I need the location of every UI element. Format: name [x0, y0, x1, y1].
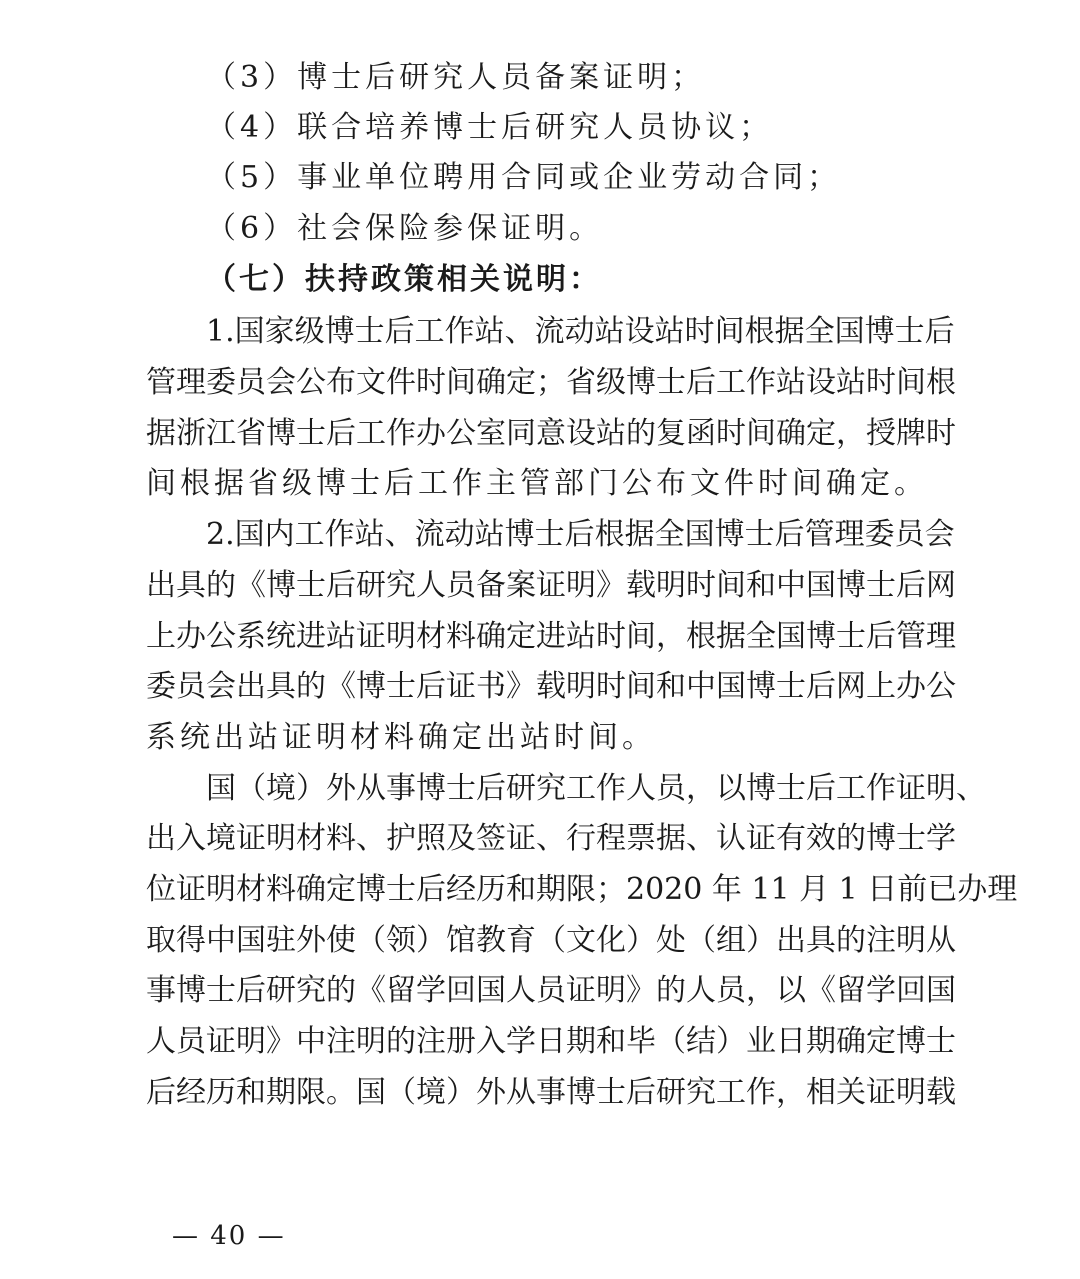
paragraph-line: 上办公系统进站证明材料确定进站时间，根据全国博士后管理: [146, 619, 956, 654]
paragraph-line: 取得中国驻外使（领）馆教育（文化）处（组）出具的注明从: [146, 923, 956, 958]
paragraph-line: 委员会出具的《博士后证书》载明时间和中国博士后网上办公: [146, 669, 956, 704]
list-item: （6）社会保险参保证明。: [206, 211, 604, 246]
paragraph-line: 管理委员会公布文件时间确定；省级博士后工作站设站时间根: [146, 365, 956, 400]
page-number: — 40 —: [172, 1221, 286, 1251]
paragraph-line: 据浙江省博士后工作办公室同意设站的复函时间确定，授牌时: [146, 416, 956, 451]
paragraph-line: 出具的《博士后研究人员备案证明》载明时间和中国博士后网: [146, 568, 956, 603]
paragraph-line: 事博士后研究的《留学回国人员证明》的人员，以《留学回国: [146, 973, 956, 1008]
section-heading: （七）扶持政策相关说明：: [206, 262, 602, 297]
paragraph-line: 出入境证明材料、护照及签证、行程票据、认证有效的博士学: [146, 821, 956, 856]
paragraph-line: 位证明材料确定博士后经历和期限；2020 年 11 月 1 日前已办理: [146, 872, 1018, 907]
list-item: （4）联合培养博士后研究人员协议；: [206, 110, 774, 145]
list-item: （5）事业单位聘用合同或企业劳动合同；: [206, 160, 842, 195]
paragraph-line: 国（境）外从事博士后研究工作人员，以博士后工作证明、: [206, 771, 986, 806]
paragraph-line: 2.国内工作站、流动站博士后根据全国博士后管理委员会: [206, 517, 955, 552]
paragraph-line: 1.国家级博士后工作站、流动站设站时间根据全国博士后: [206, 314, 955, 349]
paragraph-line: 人员证明》中注明的注册入学日期和毕（结）业日期确定博士: [146, 1024, 956, 1059]
paragraph-line: 间根据省级博士后工作主管部门公布文件时间确定。: [146, 466, 928, 501]
paragraph-line: 系统出站证明材料确定出站时间。: [146, 720, 656, 755]
paragraph-line: 后经历和期限。国（境）外从事博士后研究工作，相关证明载: [146, 1075, 956, 1110]
list-item: （3）博士后研究人员备案证明；: [206, 60, 706, 95]
